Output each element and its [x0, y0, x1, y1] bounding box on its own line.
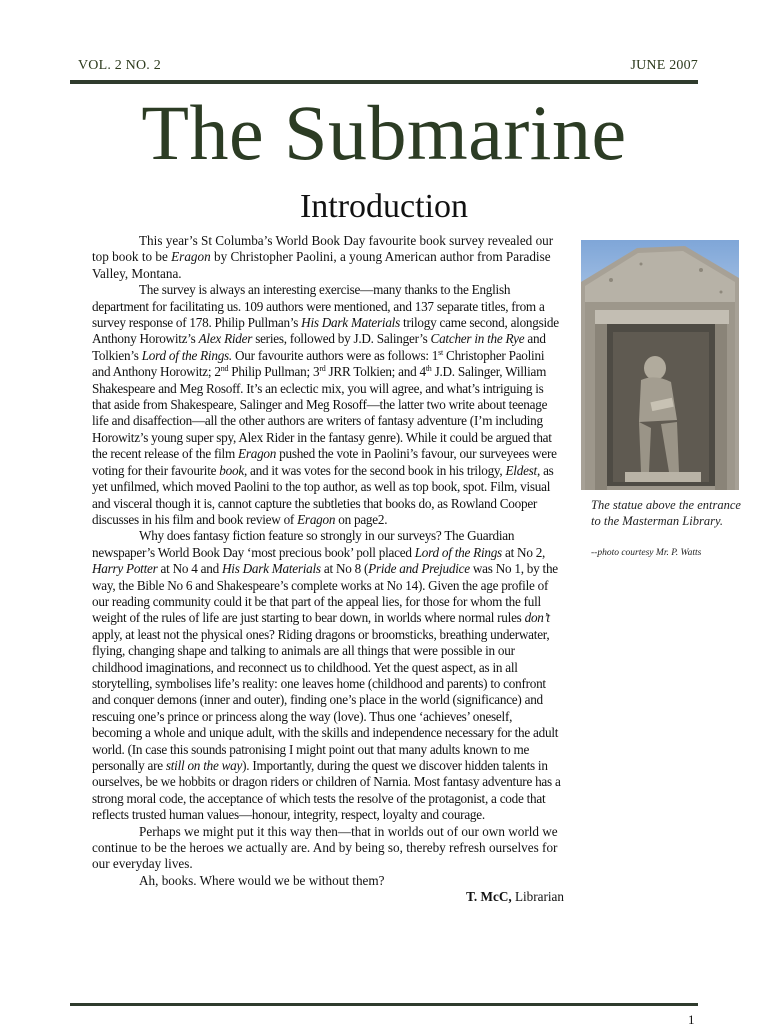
text-run: apply, at least not the physical ones? Riding dragons or broomsticks, breathing underwater, flying, changing shape and talking to animals are all things that were possible in our childhood imaginations, and reconnect us to childhood. Yet the quest aspect, as in all storytelling, symbolises life’s reality: one leaves home (childhood and parents) to confront and conquer demons (inner and outer), finding one’s place in the world (significance) and rescuing one’s prince or princess along the way (love). Thus one ‘achieves’ oneself, becoming a whole and unique adult, with the skills and independence necessary for the adult world. (In case this sounds patronising I might point out that many adults known to me personally are [92, 626, 559, 773]
statue-illustration [581, 240, 739, 490]
text-run: This year’s St Columba’s World Book Day favourite book survey revealed our top book to be [92, 233, 554, 265]
text-run: , and it was votes for the second book in his trilogy, [243, 462, 506, 478]
book-title: Eldest [505, 462, 537, 478]
text-run: JRR Tolkien; and 4 [325, 364, 426, 380]
book-title: His Dark Materials [222, 561, 321, 577]
issue-line [78, 58, 698, 76]
book-title: His Dark Materials [301, 315, 400, 331]
article-body [92, 233, 564, 906]
header-rule [70, 80, 698, 84]
emphasis: book [219, 462, 244, 478]
book-title: Alex Rider [198, 331, 253, 347]
emphasis: don’t [524, 610, 550, 626]
text-run: The survey is always an interesting exercise—many thanks to the English department for facilitating us. 109 authors were mentioned, and 137 separate titles, from a survey response of 178. Philip Pullman’s [92, 282, 545, 331]
book-title: Eragon [297, 511, 336, 527]
ordinal-suffix: st [438, 347, 443, 357]
paragraph-4: Perhaps we might put it this way then—that in worlds out of our own world we continue to be the heroes we actually are. And by being so, thereby refresh ourselves for our everyday lives. [92, 823, 558, 872]
emphasis: still on the way [165, 758, 243, 773]
text-run: Christopher Paolini and Anthony Horowitz; 2 [92, 347, 545, 380]
book-title: Eragon [171, 249, 211, 265]
text-run: Why does fantasy fiction feature so strongly in our surveys? The Guardian newspaper’s World Book Day ‘most precious book’ poll placed [92, 528, 515, 560]
text-run: at No 4 and [157, 561, 223, 577]
text-run: series, followed by J.D. Salinger’s [252, 331, 431, 347]
photo-caption: The statue above the entrance to the Masterman Library. [591, 498, 741, 528]
ordinal-suffix: th [425, 364, 432, 374]
text-run: J.D. Salinger, William Shakespeare and Meg Rosoff. It’s an eclectic mix, you will agree, and what’s intriguing is that aside from Shakespeare, Salinger and Meg Rosoff—the latter two write about teenage life and disaffection—all the other authors are writers of fantasy adventure (I’m including Horowitz’s young super spy, Alex Rider in the fantasy genre). While it could be argued that the recent release of the film [92, 364, 552, 462]
book-title: Eragon [238, 446, 277, 462]
paragraph-2 [92, 282, 564, 528]
text-run: on page2. [335, 511, 388, 527]
text-run: , as yet unfilmed, which moved Paolini to the top author, as well as top book, spot. Film, visual and visceral though it is, cannot capture the subtleties that books do, as Rowland Cooper discusses in his film and book review of [92, 462, 554, 527]
text-run: and Tolkien’s [92, 331, 546, 363]
masthead-title: The Submarine [141, 89, 627, 176]
book-title: Lord of the Rings. [141, 347, 232, 363]
text-run: pushed the vote in Paolini’s favour, our surveyees were voting for their favourite [92, 446, 557, 478]
ordinal-suffix: rd [319, 364, 326, 374]
page-number: 1 [688, 1012, 695, 1027]
byline [92, 889, 564, 905]
text-run: Philip Pullman; 3 [228, 364, 320, 380]
text-run: Our favourite authors were as follows: 1 [231, 347, 439, 363]
text-run: by Christopher Paolini, a young American author from Paradise Valley, Montana. [92, 249, 551, 281]
text-run: was No 1, by the way, the Bible No 6 and Shakespeare’s complete works at No 14). Given the age profile of our reading community could it be that part of the appeal lies, for those for whom the full weight of the rules of life are just starting to bear down, in worlds where normal rules [92, 561, 558, 626]
footer-rule [70, 1003, 698, 1006]
article-title: Introduction [299, 188, 469, 225]
text-run: at No 2, [501, 544, 546, 560]
photo-credit: --photo courtesy Mr. P. Watts [591, 548, 702, 558]
volume-number: VOL. 2 NO. 2 [78, 58, 161, 73]
byline-role: Librarian [511, 889, 564, 905]
statue-photo [581, 240, 739, 490]
paragraph-5: Ah, books. Where would we be without them? [139, 872, 385, 888]
book-title: Harry Potter [92, 561, 158, 577]
book-title: Lord of the Rings [414, 544, 502, 560]
paragraph-1 [92, 233, 564, 282]
issue-date: JUNE 2007 [630, 58, 698, 73]
text-run: ). Importantly, during the quest we discover hidden talents in ourselves, be we hobbits or dragon riders or children of Narnia. Most fantasy adventure has a strong moral code, the acceptance of which tests the resolve of the protagonist, a code that reflects trusted human values—honour, integrity, respect, loyalty and courage. [92, 758, 561, 823]
ordinal-suffix: nd [220, 364, 229, 374]
paragraph-3 [92, 528, 564, 823]
book-title: Pride and Prejudice [368, 561, 470, 577]
byline-name: T. McC, [466, 889, 512, 905]
text-run: trilogy came second, alongside Anthony Horowitz’s [92, 315, 559, 347]
text-run: at No 8 ( [320, 561, 369, 577]
book-title: Catcher in the Rye [430, 331, 525, 347]
